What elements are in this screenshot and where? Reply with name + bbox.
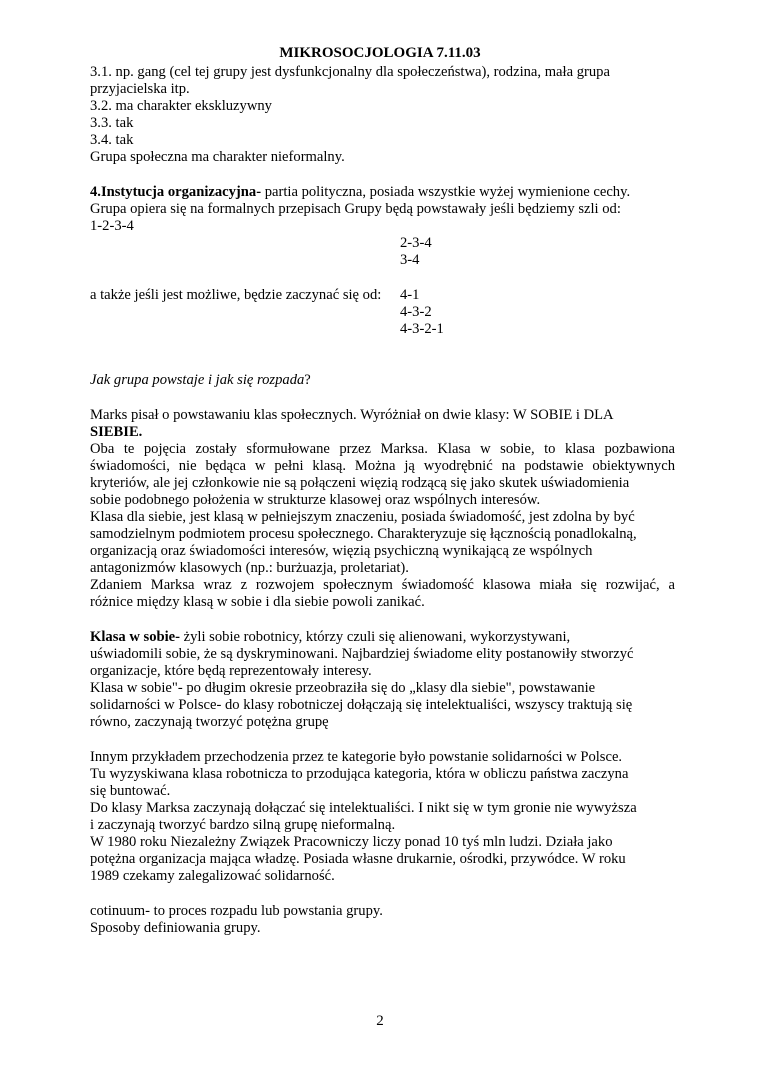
line: 3.3. tak xyxy=(90,115,134,131)
line: 1989 czekamy zalegalizować solidarność. xyxy=(90,868,335,884)
sequence: 1-2-3-4 xyxy=(90,218,134,234)
line: się buntować. xyxy=(90,783,171,799)
sequence: 4-3-2 xyxy=(400,304,432,320)
line: 3.4. tak xyxy=(90,132,134,148)
sequence: 4-3-2-1 xyxy=(400,321,444,337)
line: SIEBIE. xyxy=(90,424,143,440)
line: Klasa w sobie"- po długim okresie przeobraziła się do „klasy dla siebie", powstawanie xyxy=(90,680,596,696)
line: Innym przykładem przechodzenia przez te kategorie było powstanie solidarności w Polsce. xyxy=(90,749,623,765)
line: organizacje, które będą reprezentowały interesy. xyxy=(90,663,372,679)
line: Oba te pojęcia zostały sformułowane przez Marksa. Klasa w sobie, to klasa pozbawiona xyxy=(90,441,675,457)
line: organizacją oraz świadomości interesów, więzią psychiczną wynikającą ze wspólnych xyxy=(90,543,593,559)
line: Tu wyzyskiwana klasa robotnicza to przodująca kategoria, która w obliczu państwa zaczyna xyxy=(90,766,629,782)
line: solidarności w Polsce- do klasy robotniczej dołączają się intelektualiści, wszyscy traktują się xyxy=(90,697,633,713)
sequence: 3-4 xyxy=(400,252,420,268)
document-body xyxy=(90,64,675,937)
line: samodzielnym podmiotem procesu społecznego. Charakteryzuje się łącznością ponadlokalną, xyxy=(90,526,637,542)
question-heading: Jak grupa powstaje i jak się rozpada? xyxy=(90,372,311,388)
line: Klasa dla siebie, jest klasą w pełniejszym znaczeniu, posiada świadomość, jest zdolna by być xyxy=(90,509,635,525)
line: antagonizmów klasowych (np.: burżuazja, proletariat). xyxy=(90,560,409,576)
line: Grupa społeczna ma charakter nieformalny. xyxy=(90,149,345,165)
line: Grupa opiera się na formalnych przepisach Grupy będą powstawały jeśli będziemy szli od: xyxy=(90,201,621,217)
line: równo, zaczynają tworzyć potężna grupę xyxy=(90,714,329,730)
section-heading: 4.Instytucja organizacyjna- xyxy=(90,184,262,200)
line: i zaczynają tworzyć bardzo silną grupę nieformalną. xyxy=(90,817,396,833)
line: świadomości, nie będąca w pełni klasą. Można ją wyodrębnić na podstawie obiektywnych xyxy=(90,458,675,474)
paragraph-line: 4.Instytucja organizacyjna- partia polityczna, posiada wszystkie wyżej wymienione cechy. xyxy=(90,184,631,200)
page-title: MIKROSOCJOLOGIA 7.11.03 xyxy=(279,45,481,61)
line: W 1980 roku Niezależny Związek Pracowniczy liczy ponad 10 tyś mln ludzi. Działa jako xyxy=(90,834,613,850)
line: kryteriów, ale jej członkowie nie są połączeni więzią rodzącą się jako skutek uświadomienia xyxy=(90,475,630,491)
line: Sposoby definiowania grupy. xyxy=(90,920,261,936)
line: Do klasy Marksa zaczynają dołączać się intelektualiści. I nikt się w tym gronie nie wywyższa xyxy=(90,800,637,816)
paragraph-line: a także jeśli jest możliwe, będzie zaczynać się od: 4-1 xyxy=(90,287,420,303)
line: potężna organizacja mająca władzę. Posiada własne drukarnie, ośrodki, przywódce. W roku xyxy=(90,851,626,867)
line: 3.2. ma charakter ekskluzywny xyxy=(90,98,272,114)
line: różnice między klasą w sobie i dla siebie powoli zanikać. xyxy=(90,594,425,610)
line: Zdaniem Marksa wraz z rozwojem społecznym świadomość klasowa miała się rozwijać, a xyxy=(90,577,675,593)
line: uświadomili sobie, że są dyskryminowani. Najbardziej świadome elity postanowiły stworzyć xyxy=(90,646,634,662)
paragraph-line: Klasa w sobie- żyli sobie robotnicy, którzy czuli się alienowani, wykorzystywani, xyxy=(90,629,571,645)
line: sobie podobnego położenia w strukturze klasowej oraz wspólnych interesów. xyxy=(90,492,541,508)
section-heading: Klasa w sobie- xyxy=(90,629,180,645)
line: przyjacielska itp. xyxy=(90,81,190,97)
line: cotinuum- to proces rozpadu lub powstania grupy. xyxy=(90,903,383,919)
line: Marks pisał o powstawaniu klas społecznych. Wyróżniał on dwie klasy: W SOBIE i DLA xyxy=(90,407,614,423)
line: 3.1. np. gang (cel tej grupy jest dysfunkcjonalny dla społeczeństwa), rodzina, mała grupa xyxy=(90,64,610,80)
page-number: 2 xyxy=(376,1013,384,1029)
sequence: 4-1 xyxy=(400,287,420,303)
sequence: 2-3-4 xyxy=(400,235,432,251)
